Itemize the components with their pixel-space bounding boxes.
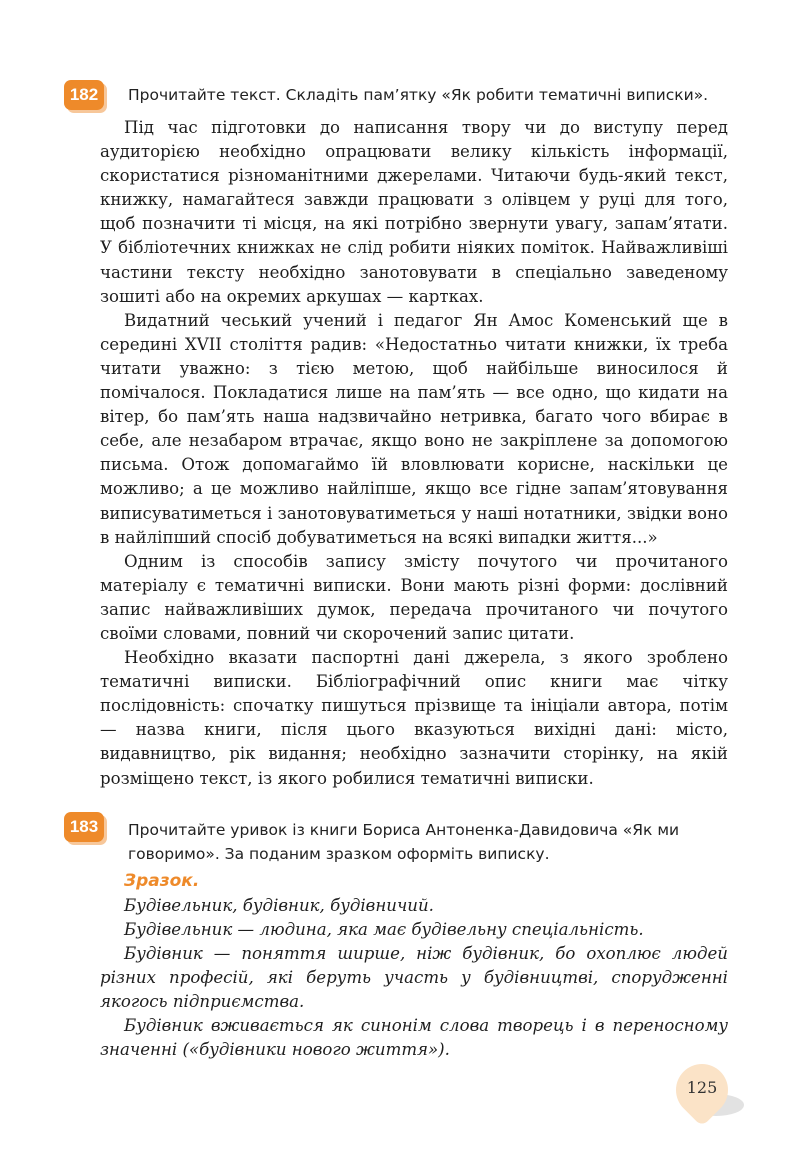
sample-heading: Зразок. [124,871,200,891]
task-number: 183 [69,817,99,836]
paragraph: Видатний чеський учений і педагог Ян Амос Коменський ще в середині XVII століття радив: «Недостатньо читати книжки, їх треба читати уважно: з тією метою, щоб найбільше виносилося й помічалося. Покладатися лише на пам’ять — все одно, що кидати на вітер, бо пам’ять наша надзвичайно нетривка, багато чого вбирає в себе, але незабаром втрачає, якщо воно не закріплене за допомогою письма. Отож допомагаймо їй вловлювати корисне, наскільки це можливо; а це можливо найліпше, якщо все гідне запам’ятовування виписуватиметься і занотовуватиметься у наші нотатники, звідки воно в найліпший спосіб добуватиметься на всякі випадки життя...» [100,310,728,547]
sample-line: Будівник вживається як синонім слова творець і в переносному значенні («будівники нового життя»). [100,1016,728,1059]
sample-line: Будівельник, будівник, будівничий. [124,896,434,915]
task-number-badge-182 [64,80,104,110]
task-number: 182 [69,85,99,104]
page-number-marker [668,1064,752,1128]
task-number-badge-183 [64,812,104,842]
task-182-text [100,116,728,791]
sample-line: Будівельник — людина, яка має будівельну спеціальність. [124,920,644,939]
task-instruction-182: Прочитайте текст. Складіть пам’ятку «Як робити тематичні виписки». [128,86,709,104]
paragraph: Під час підготовки до написання твору чи до виступу перед аудиторією необхідно опрацювати велику кількість інформації, скористатися різноманітними джерелами. Читаючи будь-який текст, книжку, намагайтеся завжди працювати з олівцем у руці для того, щоб позначити ті місця, на які потрібно звернути увагу, запам’ятати. У бібліотечних книжках не слід робити ніяких поміток. Найважливіші частини тексту необхідно занотовувати в спеціально заведеному зошиті або на окремих аркушах — картках. [100,118,728,306]
page-number: 125 [686,1078,718,1097]
task-instruction-183: Прочитайте уривок із книги Бориса Антоненка-Давидовича «Як ми говоримо». За поданим зразком оформіть виписку. [128,821,680,863]
paragraph: Необхідно вказати паспортні дані джерела, з якого зроблено тематичні виписки. Бібліографічний опис книги має чітку послідовність: спочатку пишуться прізвище та ініціали автора, потім — назва книги, після цього вказуються вихідні дані: місто, видавництво, рік видання; необхідно зазначити сторінку, на якій розміщено текст, із якого робилися тематичні виписки. [100,648,728,788]
sample-block [100,869,728,1062]
sample-line: Будівник — поняття ширше, ніж будівник, бо охоплює людей різних професій, які беруть участь у будівництві, спорудженні якогось підприємства. [100,944,728,1011]
paragraph: Одним із способів запису змісту почутого чи прочитаного матеріалу є тематичні виписки. Вони мають різні форми: дослівний запис найважливіших думок, передача прочитаного чи почутого своїми словами, повний чи скорочений запис цитати. [100,551,728,643]
